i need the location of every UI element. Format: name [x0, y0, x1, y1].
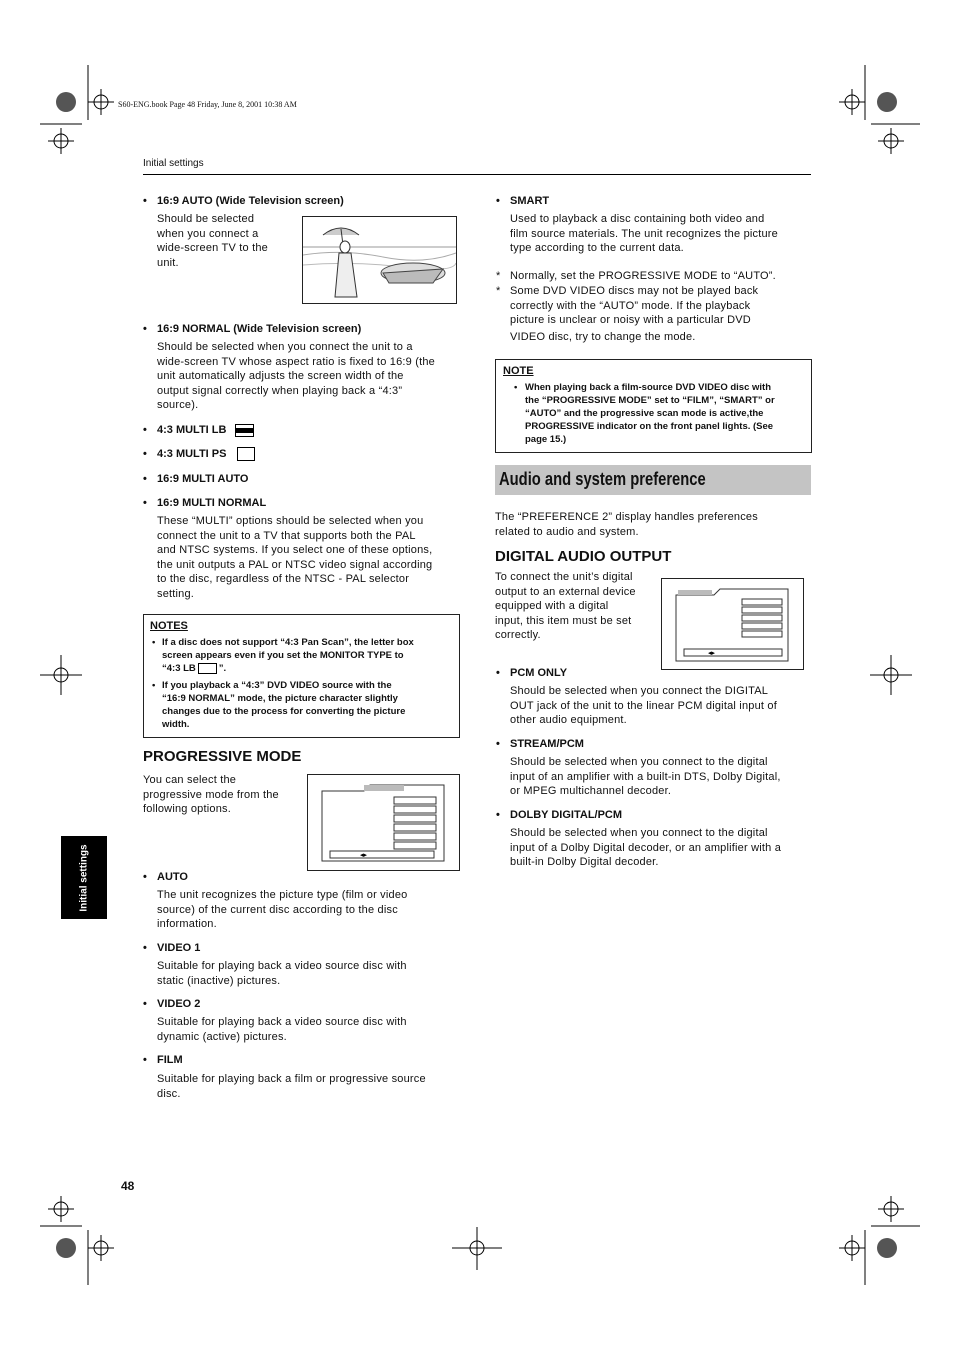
note-title: NOTE	[503, 365, 534, 377]
prog-text: You can select the progressive mode from the following options.	[143, 774, 279, 816]
star-note-2: * Some DVD VIDEO discs may not be played back correctly with the “AUTO” mode. If the playback picture is unclear or noisy with a particular DVD VIDEO disc, try to change the mode.	[496, 285, 759, 343]
side-tab	[61, 836, 107, 919]
section-title: Audio and system preference	[499, 469, 706, 489]
intro-text: The “PREFERENCE 2” display handles preferences related to audio and system.	[495, 511, 758, 538]
side-tab-label: Initial settings	[78, 844, 90, 912]
pcm-text: Should be selected when you connect the DIGITAL OUT jack of the unit to the linear PCM digital input of other audio equipment.	[510, 685, 777, 727]
dolby-text: Should be selected when you connect to the digital input of a Dolby Digital decoder, or an amplifier with a built-in Dolby Digital decoder.	[510, 827, 782, 869]
star-note-1: * Normally, set the PROGRESSIVE MODE to “AUTO”.	[496, 270, 776, 282]
b2-text: Should be selected when you connect the unit to a wide-screen TV whose aspect ratio is fixed to 16:9 (the unit automatically adjusts the screen width of the output signal correctly when playing back a “4:3” source).	[157, 341, 435, 412]
digital-audio-output-title: DIGITAL AUDIO OUTPUT	[495, 548, 672, 565]
section-title-bar	[495, 465, 811, 495]
page-number: 48	[121, 1179, 135, 1193]
menu-screen-graphic	[308, 775, 459, 870]
note-item: • When playing back a film-source DVD VIDEO disc with the “PROGRESSIVE MODE” set to “FILM”, “SMART” or “AUTO” and the progressive scan mode is active,the PROGRESSIVE indicator on the front panel lights. (See page 15.)	[514, 382, 775, 445]
audio-menu-illustration	[661, 578, 804, 670]
auto-text: The unit recognizes the picture type (film or video source) of the current disc according to the disc information.	[157, 889, 408, 931]
stream-text: Should be selected when you connect to the digital input of an amplifier with a built-in DTS, Dolby Digital, or MPEG multichannel decoder.	[510, 756, 781, 798]
video1-text: Suitable for playing back a video source disc with static (inactive) pictures.	[157, 960, 407, 987]
panscan-icon	[237, 447, 255, 461]
widescreen-illustration	[302, 216, 457, 304]
header-rule	[143, 174, 811, 175]
menu-screen-graphic-2	[662, 579, 803, 669]
b1-text: Should be selected when you connect a wide-screen TV to the unit.	[157, 213, 268, 269]
beach-illustration	[303, 217, 456, 303]
progressive-mode-title: PROGRESSIVE MODE	[143, 748, 302, 765]
running-header: Initial settings	[143, 158, 204, 169]
svg-text:◂▸: ◂▸	[360, 852, 368, 859]
notes-title: NOTES	[150, 620, 188, 632]
video2-text: Suitable for playing back a video source disc with dynamic (active) pictures.	[157, 1016, 407, 1043]
letterbox-icon-small	[198, 663, 217, 674]
letterbox-icon	[235, 424, 254, 437]
note-box	[495, 359, 812, 453]
b6-text: These “MULTI” options should be selected when you connect the unit to a TV that supports both the PAL and NTSC systems. If you select one of these options, the unit outputs a PAL or NTSC video signal according to the disc, regardless of the NTSC - PAL selector setting.	[157, 515, 433, 600]
note-1: • If a disc does not support “4:3 Pan Scan”, the letter box screen appears even if you set the MONITOR TYPE to “4:3 LB ”.	[152, 637, 414, 674]
smart-text: Used to playback a disc containing both video and film source materials. The unit recognizes the picture type according to the current data.	[510, 213, 778, 255]
film-text: Suitable for playing back a film or progressive source disc.	[157, 1073, 426, 1100]
note-2: • If you playback a “4:3” DVD VIDEO source with the “16:9 NORMAL” mode, the picture character slightly changes due to the process for converting the picture width.	[152, 680, 406, 730]
progressive-menu-illustration	[307, 774, 460, 871]
file-info: S60-ENG.book Page 48 Friday, June 8, 2001 10:38 AM	[118, 100, 297, 109]
notes-box	[143, 614, 460, 738]
dao-text: To connect the unit’s digital output to an external device equipped with a digital input, this item must be set correctly.	[495, 571, 636, 642]
svg-text:◂▸: ◂▸	[708, 650, 716, 657]
